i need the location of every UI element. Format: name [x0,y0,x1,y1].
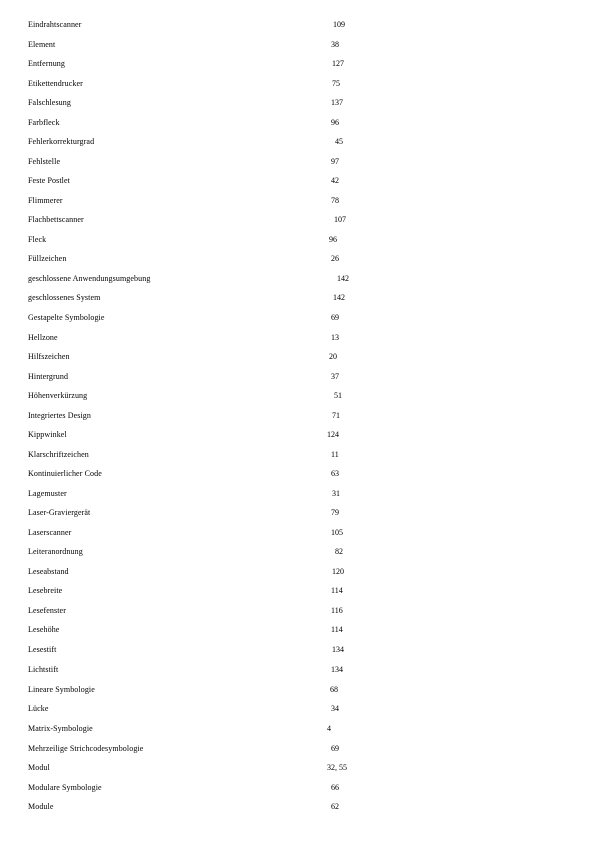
index-page-ref: 69 [331,744,339,753]
index-entry [0,351,595,365]
index-term: Lesehöhe [28,625,60,634]
index-page-ref: 62 [331,802,339,811]
index-page-ref: 137 [331,98,343,107]
index-term: Hilfszeichen [28,352,70,361]
index-entry [0,801,595,815]
index-entry [0,19,595,33]
index-entry [0,410,595,424]
index-page-ref: 66 [331,783,339,792]
index-term: Integriertes Design [28,411,91,420]
index-page-ref: 37 [331,372,339,381]
index-page-ref: 32, 55 [327,763,347,772]
index-entry [0,507,595,521]
index-entry [0,723,595,737]
index-term: Farbfleck [28,118,60,127]
index-page-ref: 142 [333,293,345,302]
index-term: Mehrzeilige Strichcodesymbologie [28,744,144,753]
index-term: Fehlstelle [28,157,61,166]
index-entry [0,312,595,326]
index-entry [0,488,595,502]
index-page-ref: 116 [331,606,343,615]
index-term: Flimmerer [28,196,63,205]
index-entry [0,585,595,599]
index-entry [0,175,595,189]
index-term: Modulare Symbologie [28,783,102,792]
index-entry [0,390,595,404]
index-term: Höhenverkürzung [28,391,88,400]
index-page-ref: 97 [331,157,339,166]
index-entry [0,527,595,541]
index-term: Element [28,40,56,49]
index-term: Lagemuster [28,489,67,498]
index-page-ref: 69 [331,313,339,322]
index-term: Fleck [28,235,47,244]
index-entry [0,546,595,560]
index-term: Leiteranordnung [28,547,83,556]
index-term: Module [28,802,54,811]
index-entry [0,156,595,170]
index-term: Klarschriftzeichen [28,450,89,459]
index-term: Feste Postlet [28,176,70,185]
index-page-ref: 75 [332,79,340,88]
index-term: Matrix-Symbologie [28,724,93,733]
index-entry [0,97,595,111]
index-term: Entfernung [28,59,65,68]
index-page-ref: 4 [327,724,331,733]
index-term: Lichtstift [28,665,59,674]
index-entry [0,234,595,248]
index-entry [0,273,595,287]
index-page-ref: 82 [335,547,343,556]
index-page-ref: 96 [331,118,339,127]
index-entry [0,58,595,72]
index-term: Kippwinkel [28,430,67,439]
index-page-ref: 127 [332,59,344,68]
index-entry [0,644,595,658]
index-entry [0,371,595,385]
index-page-ref: 11 [331,450,339,459]
index-entry [0,253,595,267]
index-page-ref: 142 [337,274,349,283]
index-page-ref: 114 [331,586,343,595]
index-entry [0,782,595,796]
index-entry [0,78,595,92]
index-term: geschlossene Anwendungsumgebung [28,274,151,283]
index-term: Lücke [28,704,49,713]
index-term: Gestapelte Symbologie [28,313,105,322]
index-entry [0,292,595,306]
index-term: Leseabstand [28,567,69,576]
index-entry [0,332,595,346]
index-page-ref: 114 [331,625,343,634]
index-page-ref: 42 [331,176,339,185]
index-page-ref: 31 [332,489,340,498]
index-entry [0,664,595,678]
index-term: Füllzeichen [28,254,67,263]
index-page-ref: 134 [331,665,343,674]
index-entry [0,429,595,443]
index-term: Kontinuierlicher Code [28,469,102,478]
index-term: Flachbettscanner [28,215,84,224]
index-entry [0,39,595,53]
index-entry [0,743,595,757]
index-entry [0,449,595,463]
index-entry [0,195,595,209]
index-entry [0,605,595,619]
index-term: Laserscanner [28,528,72,537]
index-entry [0,684,595,698]
index-page-ref: 34 [331,704,339,713]
index-page-ref: 45 [335,137,343,146]
index-term: Falschlesung [28,98,71,107]
index-entry [0,468,595,482]
index-page-ref: 63 [331,469,339,478]
index-entry [0,117,595,131]
index-page-ref: 96 [329,235,337,244]
index-page-ref: 71 [332,411,340,420]
index-term: Hintergrund [28,372,69,381]
index-entry [0,136,595,150]
index-term: Modul [28,763,50,772]
index-page-ref: 134 [332,645,344,654]
index-page-ref: 26 [331,254,339,263]
index-page-ref: 124 [327,430,339,439]
index-page-ref: 38 [331,40,339,49]
index-entry [0,762,595,776]
index-entry [0,624,595,638]
index-page-ref: 20 [329,352,337,361]
index-term: Lesestift [28,645,57,654]
index-page-ref: 68 [330,685,338,694]
index-page-ref: 79 [331,508,339,517]
index-page-ref: 78 [331,196,339,205]
index-entry [0,214,595,228]
index-term: Fehlerkorrekturgrad [28,137,95,146]
index-term: Lesefenster [28,606,66,615]
index-page-ref: 109 [333,20,345,29]
index-term: Hellzone [28,333,58,342]
index-page-ref: 13 [331,333,339,342]
index-page-ref: 105 [331,528,343,537]
index-page-ref: 120 [332,567,344,576]
index-term: Etikettendrucker [28,79,83,88]
index-page-ref: 51 [334,391,342,400]
index-term: Eindrahtscanner [28,20,82,29]
index-term: Lesebreite [28,586,63,595]
index-entry [0,566,595,580]
index-term: geschlossenes System [28,293,101,302]
index-term: Lineare Symbologie [28,685,95,694]
index-term: Laser-Graviergerät [28,508,91,517]
index-page-ref: 107 [334,215,346,224]
index-entry [0,703,595,717]
